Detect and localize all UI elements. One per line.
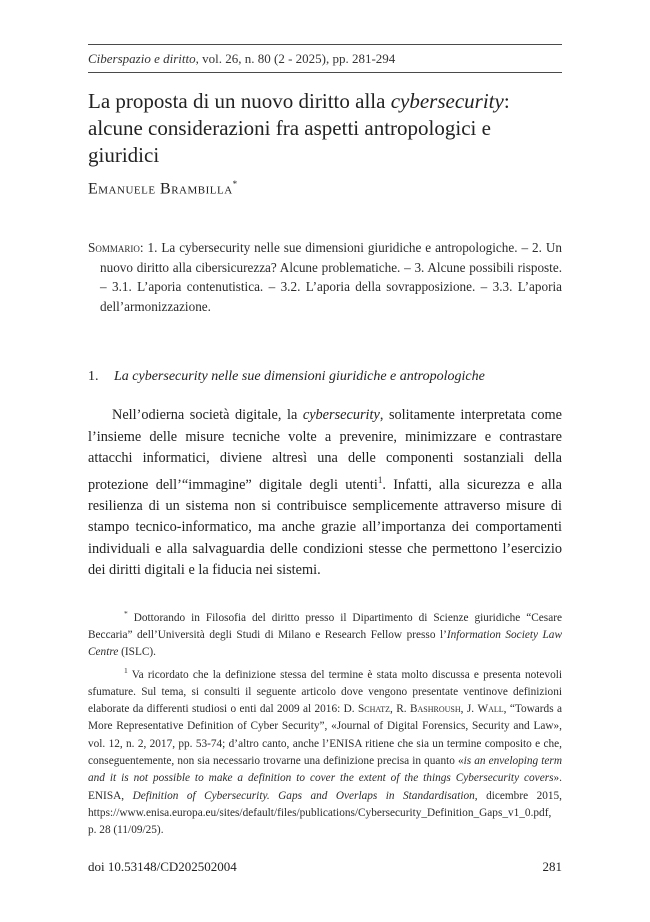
header-bottom-rule — [88, 72, 562, 73]
body-text-a: Nell’odierna società digitale, la — [112, 407, 303, 423]
article-title — [88, 88, 562, 169]
body-text-italic: cybersecurity — [302, 407, 380, 423]
journal-citation — [88, 51, 562, 67]
fn-star-b: (ISLC). — [118, 646, 156, 659]
footnote-ref-1[interactable]: 1 — [377, 474, 383, 485]
title-part1: La proposta di un nuovo diritto alla — [88, 89, 391, 113]
fn-star-a: Dottorando in Filosofia del diritto presso il Dipartimento di Scienze giuridiche “Cesare Beccaria” dell’Università degli Studi di Milano e Research Fellow presso l’ — [88, 611, 562, 642]
fn1-e: ». ENISA, — [88, 772, 562, 802]
body-text-b: , solitamente interpretata come l’insieme delle misure tecniche volte a prevenire, minimizzare e contrastare attacchi informatici, diviene altresì una delle componenti sostanziali della protezione dell’“immagine” digitale degli utenti — [88, 407, 562, 493]
title-italic: cybersecurity — [390, 89, 504, 113]
footnote-star-mark: * — [124, 609, 128, 618]
section-1-heading — [88, 369, 562, 385]
fn1-author-1: Schatz — [357, 703, 391, 716]
author-footnote-mark[interactable]: * — [232, 179, 238, 189]
fn1-author-3: Wall — [477, 703, 504, 716]
body-text-c: . Infatti, alla sicurezza e alla resilienza di un sistema non si contribuisce semplicemente attraverso misure di stampo tecnico-informatico, ma anche grazie all’importanza dei comportamenti individuali e alla salvaguardia delle condizioni stesse che permettono l’esercizio dei diritti digitali e la fiducia nei sistemi. — [88, 476, 562, 579]
author-name — [88, 179, 562, 198]
fn1-b: , R. — [390, 703, 410, 716]
fn1-author-2: Bashroush — [409, 703, 461, 716]
footnotes — [88, 605, 562, 839]
fn1-quote: is an enveloping term and it is not possible to make a definition to cover the extent of the things Cybersecurity covers — [88, 754, 562, 785]
fn1-source-title: Definition of Cybersecurity. Gaps and Overlaps in Standardisation — [132, 789, 475, 802]
section-title: La cybersecurity nelle sue dimensioni giuridiche e antropologiche — [114, 369, 485, 384]
fn1-c: , J. — [460, 703, 478, 716]
journal-details: , vol. 26, n. 80 (2 - 2025), pp. 281-294 — [195, 51, 396, 66]
title-part2: : alcune considerazioni fra aspetti antropologici e giuridici — [88, 89, 510, 167]
journal-name: Ciberspazio e diritto — [88, 51, 196, 66]
fn1-a: Va ricordato che la definizione stessa del termine è stata molto discussa e presenta notevoli sfumature. Sul tema, si consulti il seguente articolo dove vengono presentate ventinove definizioni elaborate da differenti studiosi o enti dal 2009 al 2016: D. — [88, 668, 562, 716]
body-paragraph — [88, 405, 562, 582]
author-text: Emanuele Brambilla — [88, 180, 233, 198]
section-number: 1. — [88, 369, 99, 384]
footnote-1 — [88, 662, 562, 840]
fn-star-italic: Information Society Law Centre — [88, 629, 562, 659]
page-number: 281 — [542, 859, 562, 874]
summary-block — [88, 238, 562, 316]
summary-label: Sommario: — [88, 240, 144, 255]
footnote-1-mark: 1 — [124, 665, 128, 675]
summary-text: 1. La cybersecurity nelle sue dimensioni giuridiche e antropologiche. – 2. Un nuovo diritto alla cibersicurezza? Alcune problematiche. – 3. Alcune possibili risposte. – 3.1. L’aporia contenutistica. – 3.2. L’aporia della sovrapposizione. – 3.3. L’aporia dell’armonizzazione. — [100, 240, 562, 314]
doi[interactable]: doi 10.53148/CD202502004 — [88, 859, 237, 874]
footnote-star — [88, 605, 562, 662]
fn1-d: , “Towards a More Representative Definition of Cyber Security”, «Journal of Digital Forensics, Security and Law», vol. 12, n. 2, 2017, pp. 53-74; d’altro canto, anche l’ENISA ritiene che sia un termine composito e che, conseguentemente, non sia necessario trovarne una definizione precisa in quanto « — [88, 703, 562, 767]
header-top-rule — [88, 44, 562, 45]
fn1-url[interactable]: , dicembre 2015, https://www.enisa.europa.eu/sites/default/files/publications/Cybersecurity_Definition_Gaps_v1_0.pdf, p. 28 (11/09/25). — [88, 789, 562, 837]
